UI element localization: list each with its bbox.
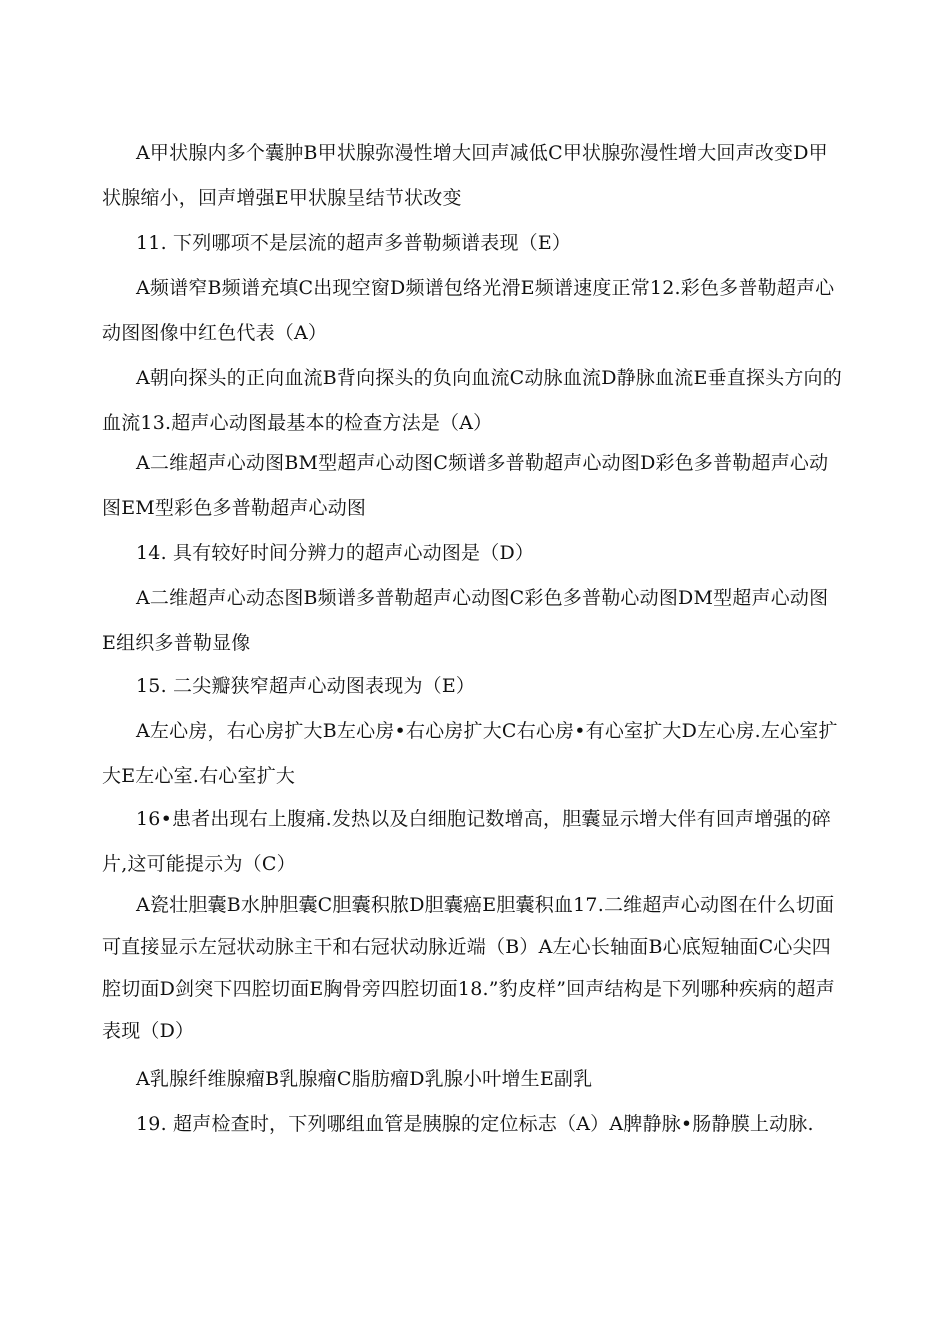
- paragraph-thyroid-options: A甲状腺内多个囊肿B甲状腺弥漫性增大回声减低C甲状腺弥漫性增大回声改变D甲状腺缩小，回声增强E甲状腺呈结节状改变: [102, 142, 828, 209]
- paragraph-question-14: 14. 具有较好时间分辨力的超声心动图是（D）: [136, 542, 535, 564]
- paragraph-question-18-options: A乳腺纤维腺瘤B乳腺瘤C脂肪瘤D乳腺小叶增生E副乳: [136, 1068, 593, 1090]
- paragraph-question-15: 15. 二尖瓣狭窄超声心动图表现为（E）: [136, 675, 476, 697]
- paragraph-question-11: 11. 下列哪项不是层流的超声多普勒频谱表现（E）: [136, 232, 572, 254]
- paragraph-question-15-options: A左心房，右心房扩大B左心房•右心房扩大C右心房•有心室扩大D左心房.左心室扩大E左心室.右心室扩大: [102, 720, 838, 787]
- paragraph-question-12-options: A朝向探头的正向血流B背向探头的负向血流C动脉血流D静脉血流E垂直探头方向的血流13.超声心动图最基本的检查方法是（A）: [102, 367, 842, 434]
- paragraph-question-11-options: A频谱窄B频谱充填C出现空窗D频谱包络光滑E频谱速度正常12.彩色多普勒超声心动图图像中红色代表（A）: [102, 277, 835, 344]
- paragraph-question-19: 19. 超声检查时，下列哪组血管是胰腺的定位标志（A）A脾静脉•肠静膜上动脉.: [136, 1113, 814, 1135]
- paragraph-question-16: 16•患者出现右上腹痛.发热以及白细胞记数增高，胆囊显示增大伴有回声增强的碎片,这可能提示为（C）: [102, 808, 832, 875]
- paragraph-question-14-options: A二维超声心动态图B频谱多普勒超声心动图C彩色多普勒心动图DM型超声心动图E组织多普勒显像: [102, 587, 829, 654]
- paragraph-question-13-options: A二维超声心动图BM型超声心动图C频谱多普勒超声心动图D彩色多普勒超声心动图EM型彩色多普勒超声心动图: [102, 452, 829, 519]
- paragraph-question-16-to-18: A瓷壮胆囊B水肿胆囊C胆囊积脓D胆囊癌E胆囊积血17.二维超声心动图在什么切面可直接显示左冠状动脉主干和右冠状动脉近端（B）A左心长轴面B心底短轴面C心尖四腔切面D剑突下四腔切面E胸骨旁四腔切面18.”豹皮样”回声结构是下列哪种疾病的超声表现（D）: [102, 894, 835, 1042]
